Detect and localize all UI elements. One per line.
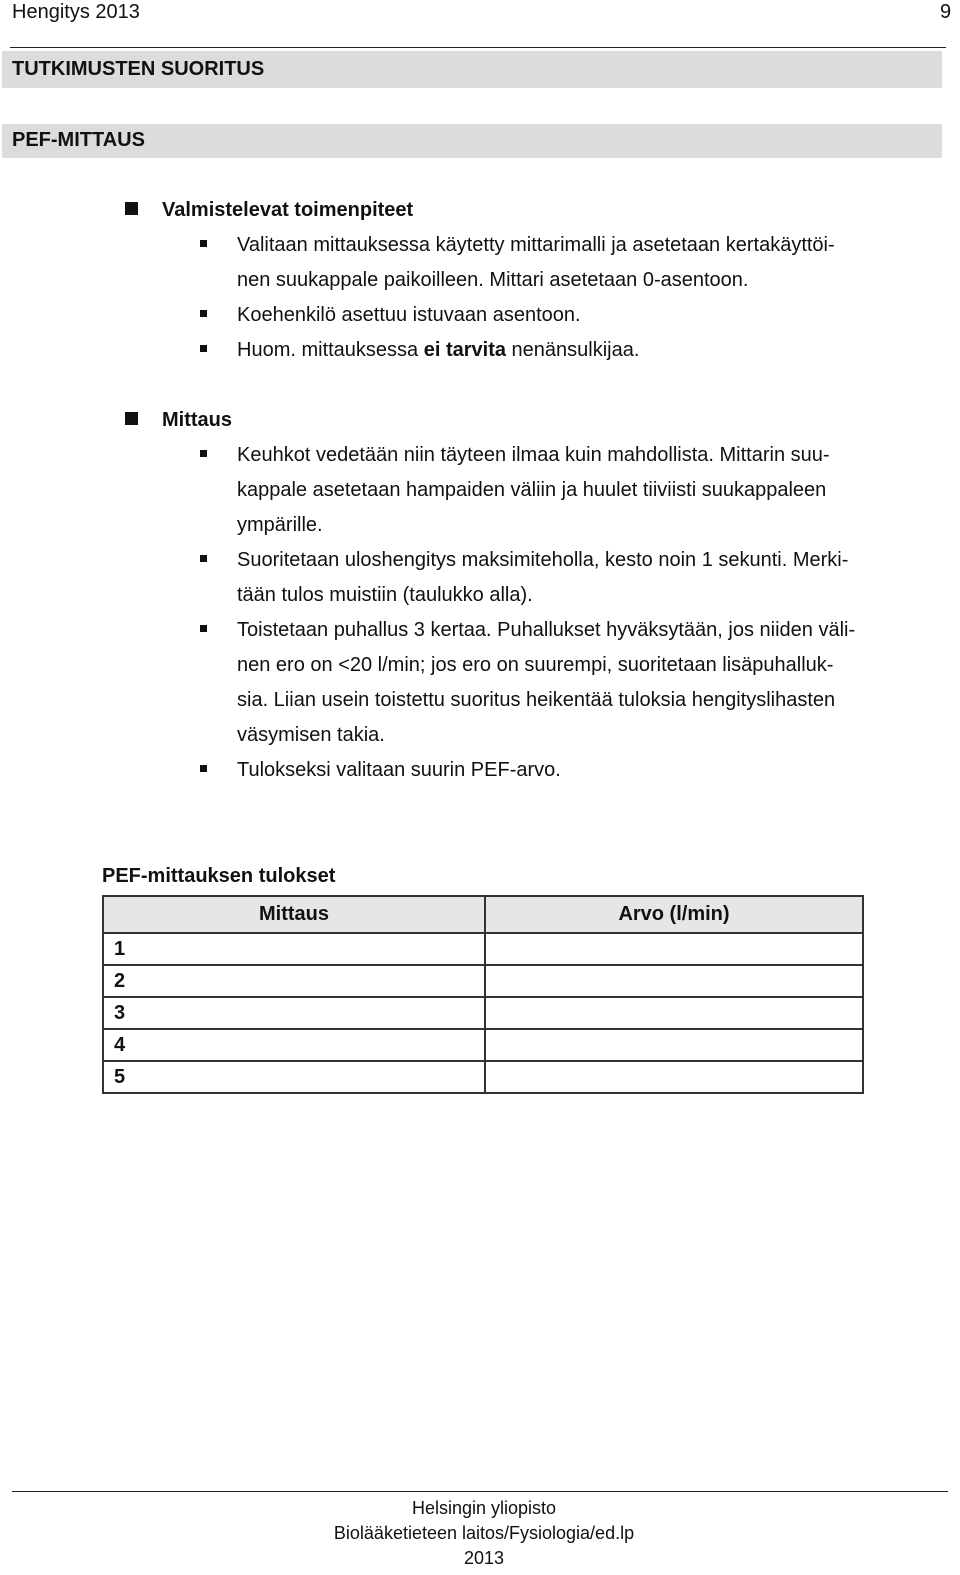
value-cell[interactable] [485, 965, 863, 997]
row-number: 2 [103, 965, 485, 997]
footer-department: Biolääketieteen laitos/Fysiologia/ed.lp [333, 1523, 635, 1543]
section-heading-bar [2, 51, 942, 88]
footer-divider [12, 1491, 948, 1492]
subsection-heading: PEF-MITTAUS [12, 129, 145, 151]
results-table [102, 895, 864, 1094]
value-cell[interactable] [485, 1061, 863, 1093]
footer-institution: Helsingin yliopisto [411, 1498, 557, 1518]
subsection-heading-bar [2, 124, 942, 158]
prep-note-bold: ei tarvita [423, 339, 506, 361]
prep-line-3: Koehenkilö asettuu istuvaan asentoon. [237, 304, 581, 326]
section-heading: TUTKIMUSTEN SUORITUS [12, 58, 265, 80]
square-bullet-icon [125, 202, 138, 215]
column-header-measurement: Mittaus [103, 896, 485, 933]
row-number: 3 [103, 997, 485, 1029]
prep-note [237, 338, 639, 362]
page-number: 9 [940, 1, 952, 23]
prep-note-prefix: Huom. mittauksessa [237, 339, 424, 361]
square-bullet-icon [200, 450, 207, 457]
table-row [103, 1061, 863, 1093]
square-bullet-icon [200, 555, 207, 562]
prep-section-title: Valmistelevat toimenpiteet [162, 199, 414, 221]
table-header-row [103, 896, 863, 933]
measure-line-1: Keuhkot vedetään niin täyteen ilmaa kuin mahdollista. Mittarin suu- [237, 444, 830, 466]
measure-line-3: ympärille. [237, 514, 323, 536]
measure-line-2: kappale asetetaan hampaiden väliin ja huulet tiiviisti suukappaleen [237, 479, 827, 501]
square-bullet-icon [125, 412, 138, 425]
value-cell[interactable] [485, 997, 863, 1029]
value-cell[interactable] [485, 933, 863, 965]
column-header-value: Arvo (l/min) [485, 896, 863, 933]
measure-section-title: Mittaus [162, 409, 232, 431]
table-row [103, 997, 863, 1029]
row-number: 4 [103, 1029, 485, 1061]
row-number: 1 [103, 933, 485, 965]
measure-line-4: Suoritetaan uloshengitys maksimiteholla, kesto noin 1 sekunti. Merki- [237, 549, 849, 571]
footer-year: 2013 [463, 1548, 505, 1568]
measure-line-9: väsymisen takia. [237, 724, 385, 746]
measure-line-10: Tulokseksi valitaan suurin PEF-arvo. [237, 759, 561, 781]
table-row [103, 1029, 863, 1061]
row-number: 5 [103, 1061, 485, 1093]
table-caption: PEF-mittauksen tulokset [102, 865, 336, 887]
header-divider [10, 47, 946, 48]
measure-line-6: Toistetaan puhallus 3 kertaa. Puhallukset hyväksytään, jos niiden väli- [237, 619, 856, 641]
square-bullet-icon [200, 345, 207, 352]
prep-line-2: nen suukappale paikoilleen. Mittari asetetaan 0-asentoon. [237, 269, 749, 291]
table-row [103, 933, 863, 965]
square-bullet-icon [200, 765, 207, 772]
measure-line-7: nen ero on <20 l/min; jos ero on suurempi, suoritetaan lisäpuhalluk- [237, 654, 834, 676]
square-bullet-icon [200, 240, 207, 247]
document-header-title: Hengitys 2013 [12, 1, 140, 23]
value-cell[interactable] [485, 1029, 863, 1061]
measure-line-5: tään tulos muistiin (taulukko alla). [237, 584, 533, 606]
square-bullet-icon [200, 625, 207, 632]
measure-line-8: sia. Liian usein toistettu suoritus heikentää tuloksia hengityslihasten [237, 689, 836, 711]
table-row [103, 965, 863, 997]
square-bullet-icon [200, 310, 207, 317]
prep-line-1: Valitaan mittauksessa käytetty mittarimalli ja asetetaan kertakäyttöi- [237, 234, 835, 256]
prep-note-suffix: nenänsulkijaa. [506, 339, 640, 361]
